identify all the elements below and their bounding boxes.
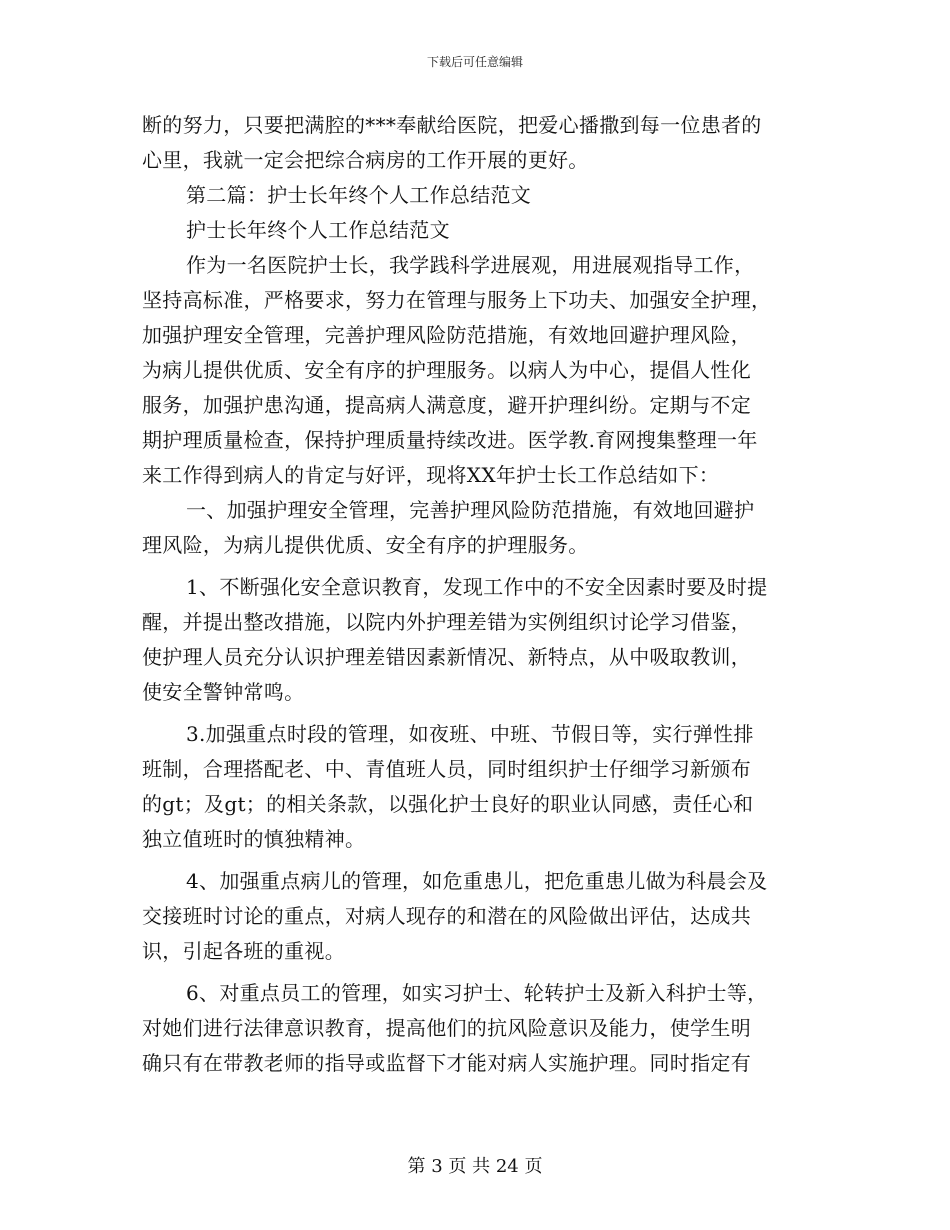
- paragraph-start: 6、对重点员工的管理，如实习护士、轮转护士及新入科护士等，: [186, 981, 768, 1005]
- text-line: 对她们进行法律意识教育，提高他们的抗风险意识及能力，使学生明: [142, 1016, 751, 1040]
- text-line: 醒，并提出整改措施，以院内外护理差错为实例组织讨论学习借鉴，: [142, 610, 751, 634]
- text-line: 服务，加强护患沟通，提高病人满意度，避开护理纠纷。定期与不定: [142, 393, 751, 417]
- text-line: 确只有在带教老师的指导或监督下才能对病人实施护理。同时指定有: [142, 1051, 751, 1075]
- text-line: 使护理人员充分认识护理差错因素新情况、新特点，从中吸取教训，: [142, 645, 751, 669]
- text-line: 为病儿提供优质、安全有序的护理服务。以病人为中心，提倡人性化: [142, 358, 751, 382]
- text-line: 独立值班时的慎独精神。: [142, 827, 366, 851]
- text-line: 期护理质量检查，保持护理质量持续改进。医学教.育网搜集整理一年: [142, 428, 758, 452]
- paragraph-start: 1、不断强化安全意识教育，发现工作中的不安全因素时要及时提: [186, 575, 768, 599]
- text-line: 使安全警钟常鸣。: [142, 680, 305, 704]
- text-line: 识，引起各班的重视。: [142, 939, 345, 963]
- paragraph-start: 一、加强护理安全管理，完善护理风险防范措施，有效地回避护: [186, 498, 755, 522]
- text-line: 交接班时讨论的重点，对病人现存的和潜在的风险做出评估，达成共: [142, 904, 751, 928]
- page-header-note: 下载后可任意编辑: [426, 55, 523, 69]
- text-line: 心里，我就一定会把综合病房的工作开展的更好。: [142, 148, 589, 172]
- text-line: 理风险，为病儿提供优质、安全有序的护理服务。: [142, 533, 589, 557]
- text-line: 加强护理安全管理，完善护理风险防范措施，有效地回避护理风险，: [142, 323, 751, 347]
- text-line: 的gt；及gt；的相关条款，以强化护士良好的职业认同感，责任心和: [142, 792, 754, 816]
- paragraph-start: 作为一名医院护士长，我学践科学进展观，用进展观指导工作，: [186, 253, 755, 277]
- paragraph-start: 3.加强重点时段的管理，如夜班、中班、节假日等，实行弹性排: [186, 722, 754, 746]
- text-line: 断的努力，只要把满腔的***奉献给医院，把爱心播撒到每一位患者的: [142, 113, 762, 137]
- section-heading: 第二篇：护士长年终个人工作总结范文: [186, 183, 532, 207]
- page-number-footer: 第 3 页 共 24 页: [407, 1156, 543, 1177]
- text-line: 班制，合理搭配老、中、青值班人员，同时组织护士仔细学习新颁布: [142, 757, 751, 781]
- article-title: 护士长年终个人工作总结范文: [186, 218, 450, 242]
- document-body: [142, 108, 812, 1081]
- paragraph-start: 4、加强重点病儿的管理，如危重患儿，把危重患儿做为科晨会及: [186, 869, 768, 893]
- text-line: 坚持高标准，严格要求，努力在管理与服务上下功夫、加强安全护理，: [142, 288, 772, 312]
- text-line: 来工作得到病人的肯定与好评，现将XX年护士长工作总结如下：: [142, 463, 720, 487]
